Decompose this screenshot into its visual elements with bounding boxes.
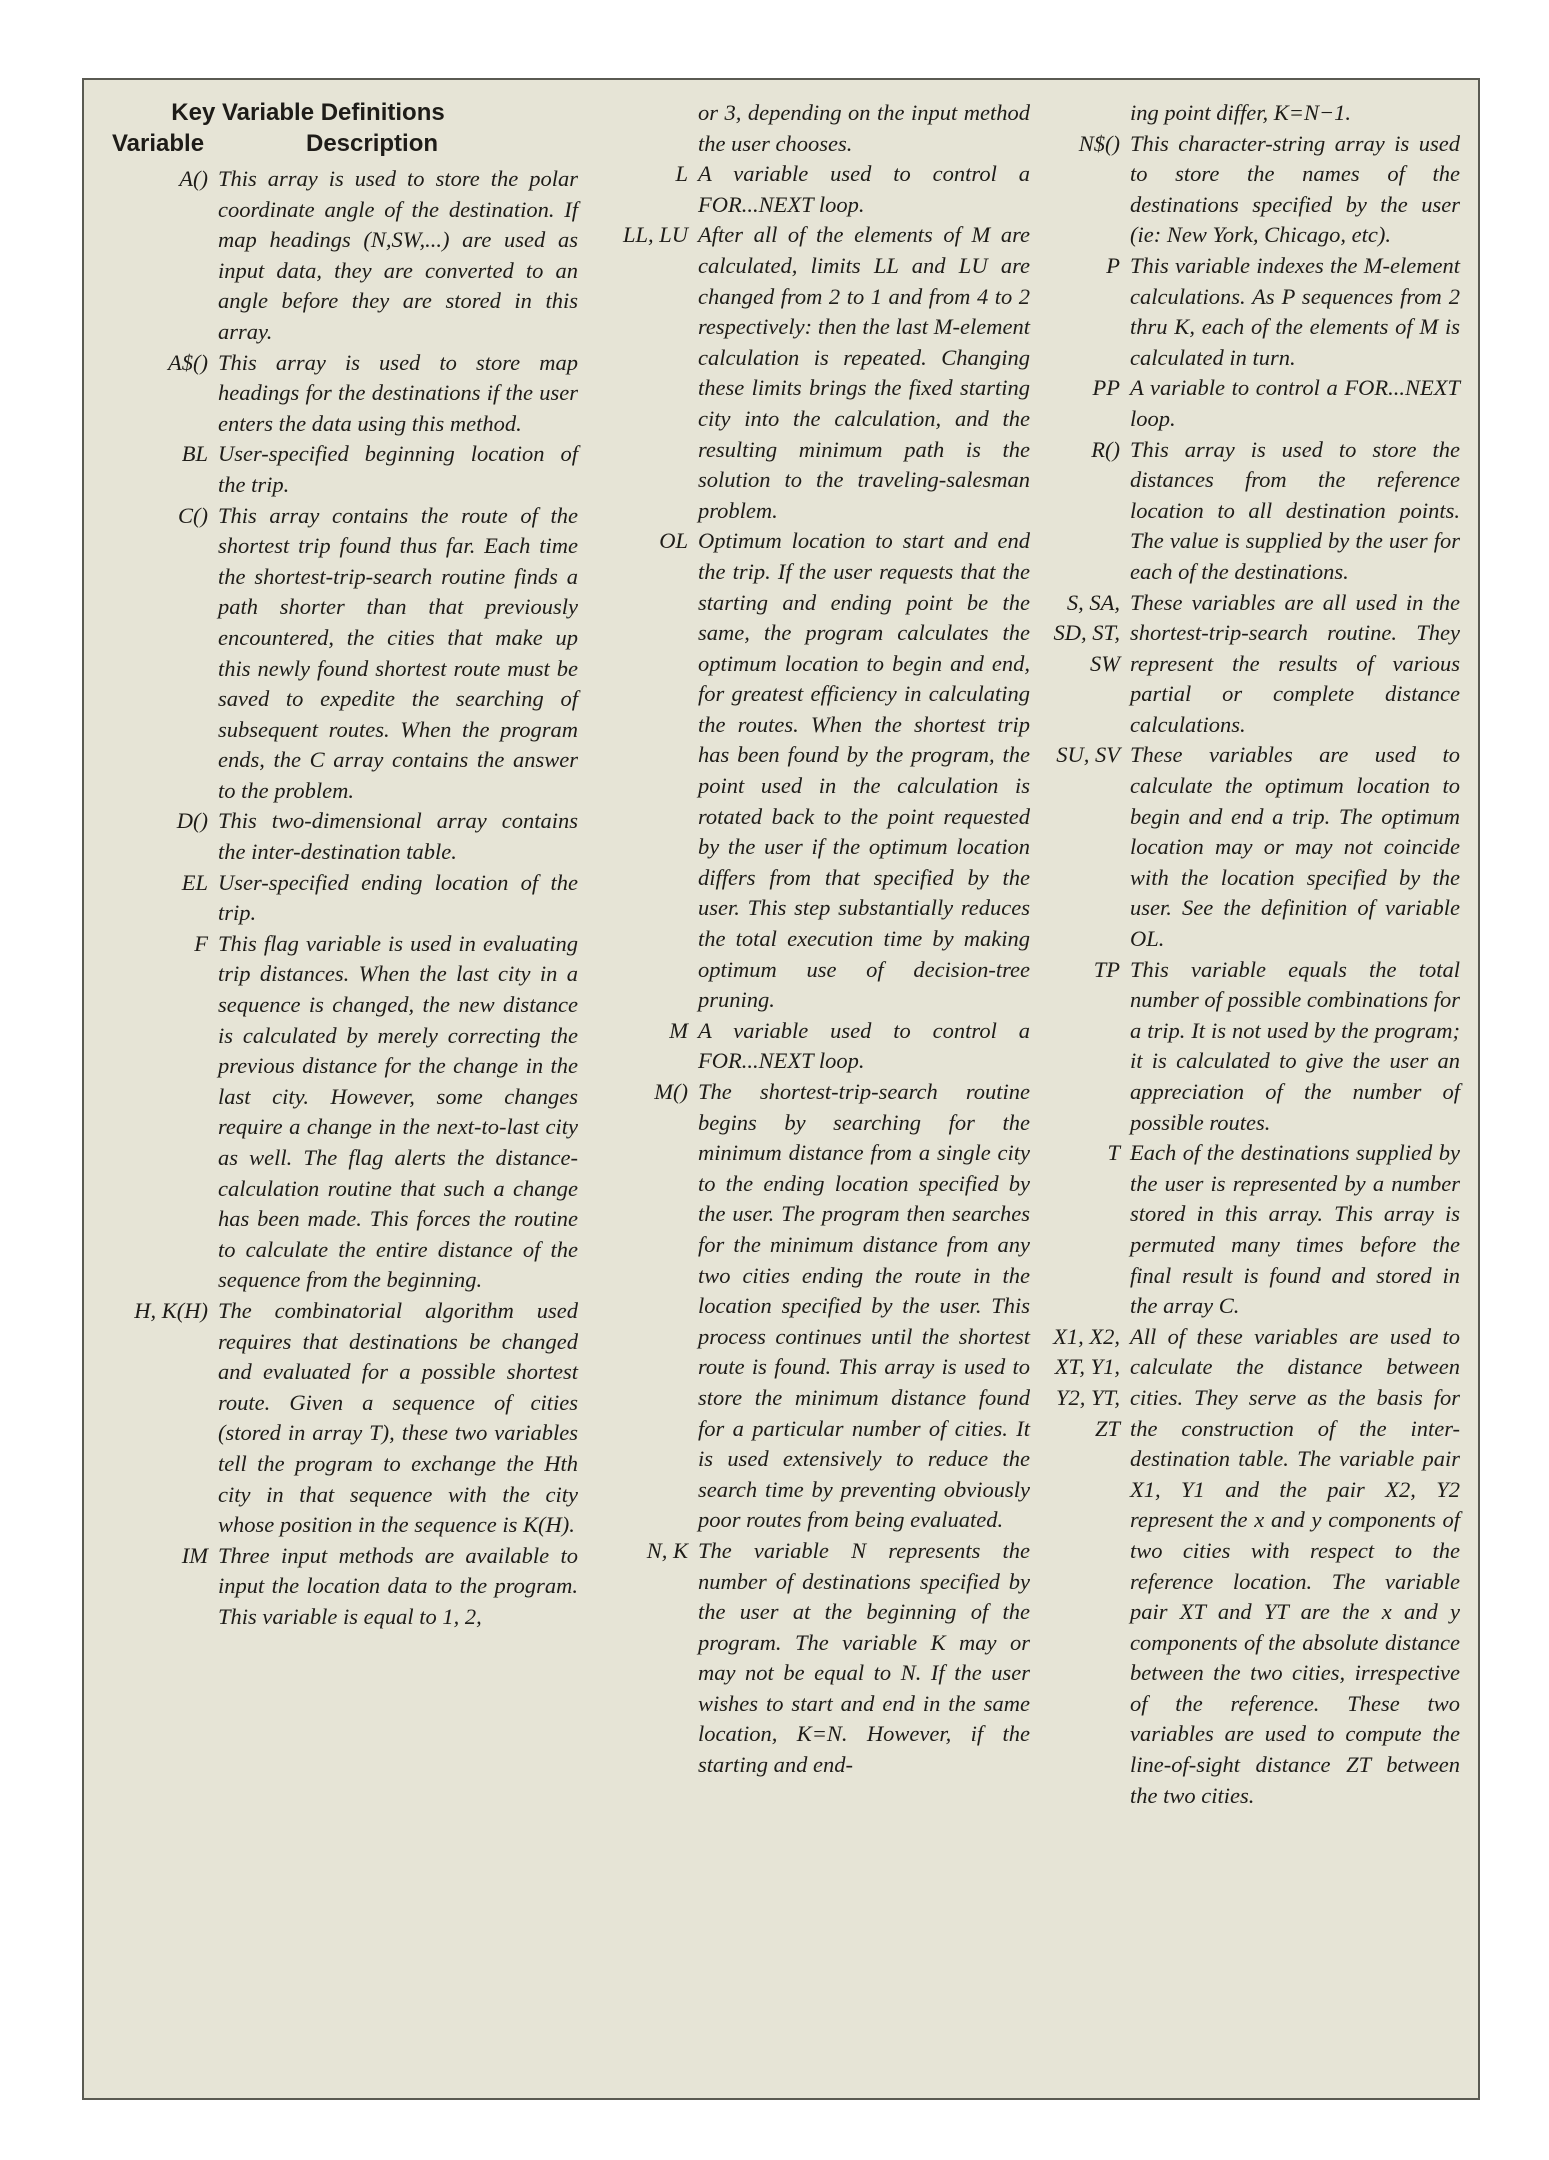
variable-name: H, K(H) (134, 1297, 208, 1323)
definition-entry (1038, 740, 1460, 954)
variable-description: This variable indexes the M-element calculations. As P sequences from 2 thru K, each of the elements of M is calculated in turn. (1130, 252, 1460, 370)
variable-name: L (675, 161, 688, 187)
variable-name: N$() (1078, 130, 1120, 156)
variable-description: A variable used to control a FOR...NEXT loop. (698, 161, 1030, 217)
definition-entry (118, 868, 578, 929)
definition-list-2 (586, 159, 1030, 1780)
definitions-panel (82, 78, 1480, 2100)
variable-name: P (1106, 252, 1120, 278)
variable-name: PP (1092, 375, 1120, 401)
variable-description: These variables are used to calculate the optimum location to begin and end a trip. The optimum location may or may not coincide with the location specified by the user. See the definition of variable OL. (1130, 742, 1460, 952)
definition-entry (1038, 129, 1460, 251)
definition-entry (118, 439, 578, 500)
variable-description: This flag variable is used in evaluating trip distances. When the last city in a sequence is changed, the new distance is calculated by merely correcting the previous distance for the change in the last city. However, some changes require a change in the next-to-last city as well. The flag alerts the distance-calculation routine that such a change has been made. This forces the routine to calculate the entire distance of the sequence from the beginning. (218, 930, 578, 1293)
variable-name: F (194, 930, 208, 956)
definition-entry (586, 1077, 1030, 1536)
page-title: Key Variable Definitions (171, 99, 445, 126)
definition-entry (118, 1541, 578, 1633)
variable-description: User-specified ending location of the trip. (218, 869, 578, 926)
variable-header: Variable (112, 130, 205, 157)
variable-name: IM (181, 1542, 208, 1568)
definition-entry (118, 501, 578, 807)
variable-name: T (1107, 1140, 1120, 1166)
continued-text: ing point differ, K=N−1. (1130, 100, 1352, 125)
variable-name: M (669, 1017, 688, 1043)
variable-description: This variable equals the total number of possible combinations for a trip. It is not used by the program; it is calculated to give the user an appreciation of the number of possible routes. (1130, 956, 1460, 1135)
variable-description: A variable used to control a FOR...NEXT loop. (698, 1017, 1030, 1074)
definition-entry (1038, 251, 1460, 373)
definition-entry (586, 220, 1030, 526)
column-1 (112, 98, 578, 1633)
definition-entry (1038, 588, 1460, 741)
definition-entry (1038, 435, 1460, 588)
definition-entry (118, 348, 578, 440)
variable-description: User-specified beginning location of the trip. (218, 441, 578, 497)
variable-description: This array is used to store map headings for the destinations if the user enters the data using this method. (218, 349, 578, 436)
definition-entry (118, 806, 578, 867)
variable-name: SU, SV (1056, 742, 1120, 768)
column-3 (1038, 98, 1460, 1811)
definition-entry (1038, 955, 1460, 1139)
definition-list-3 (1038, 129, 1460, 1812)
column-headers (112, 130, 578, 164)
variable-name: X1, X2, XT, Y1, Y2, YT, ZT (1053, 1323, 1120, 1441)
description-header: Description (306, 130, 439, 157)
variable-name: N, K (646, 1537, 688, 1563)
variable-description: The shortest-trip-search routine begins by searching for the minimum distance from a single city to the ending location specified by the user. The program then searches for the minimum distance from any two cities ending the route in the location specified by the user. This process continues until the shortest route is found. This array is used to store the minimum distance found for a particular number of cities. It is used extensively to reduce the search time by preventing obviously poor routes from being evaluated. (698, 1079, 1030, 1533)
variable-name: D() (176, 808, 208, 834)
variable-name: M() (654, 1079, 688, 1104)
definition-entry (1038, 1322, 1460, 1812)
definition-entry (586, 526, 1030, 1016)
variable-description: The combinatorial algorithm used requires that destinations be changed and evaluated for a possible shortest route. Given a sequence of cities (stored in array T), these two variables tell the program to exchange the Hth city in that sequence with the city whose position in the sequence is K(H). (218, 1297, 578, 1538)
variable-name: TP (1093, 956, 1120, 982)
definition-entry (586, 1536, 1030, 1781)
variable-description: This array contains the route of the shortest trip found thus far. Each time the shortest-trip-search routine finds a path shorter than that previously encountered, the cities that make up this newly found shortest route must be saved to expedite the searching of subsequent routes. When the program ends, the C array contains the answer to the problem. (218, 502, 578, 803)
variable-description: These variables are all used in the shortest-trip-search routine. They represent the results of various partial or complete distance calculations. (1130, 589, 1460, 737)
variable-name: BL (181, 441, 208, 467)
variable-description: This character-string array is used to store the names of the destinations specified by the user (ie: New York, Chicago, etc). (1130, 130, 1460, 248)
variable-description: A variable to control a FOR...NEXT loop. (1130, 375, 1460, 431)
definition-list-1 (118, 164, 578, 1633)
definition-entry (586, 159, 1030, 220)
variable-name: LL, LU (622, 222, 688, 248)
variable-name: OL (659, 528, 688, 554)
definition-entry (118, 929, 578, 1296)
definition-entry (118, 164, 578, 348)
variable-name: EL (181, 869, 208, 895)
variable-name: C() (178, 502, 208, 528)
column-2 (586, 98, 1030, 1781)
definition-entry (1038, 373, 1460, 434)
variable-description: Optimum location to start and end the trip. If the user requests that the starting and ending point be the same, the program calculates the optimum location to begin and end, for greatest efficiency in calculating the routes. When the shortest trip has been found by the program, the point used in the calculation is rotated back to the point requested by the user if the optimum location differs from that specified by the user. This step substantially reduces the total execution time by making optimum use of decision-tree pruning. (698, 528, 1030, 1013)
variable-name: R() (1091, 436, 1120, 462)
variable-description: All of these variables are used to calculate the distance between cities. They serve as the basis for the construction of the inter-destination table. The variable pair X1, Y1 and the pair X2, Y2 represent the x and y components of two cities with respect to the reference location. The variable pair XT and YT are the x and y components of the absolute distance between the two cities, irrespective of the reference. These two variables are used to compute the line-of-sight distance ZT between the two cities. (1130, 1323, 1460, 1808)
variable-description: Each of the destinations supplied by the user is represented by a number stored in this array. This array is permuted many times before the final result is found and stored in the array C. (1130, 1140, 1460, 1319)
variable-description: This array is used to store the distances from the reference location to all destination points. The value is supplied by the user for each of the destinations. (1130, 436, 1460, 584)
variable-description: This array is used to store the polar coordinate angle of the destination. If map headings (N,SW,...) are used as input data, they are converted to an angle before they are stored in this array. (218, 166, 578, 344)
variable-name: S, SA, SD, ST, SW (1053, 589, 1120, 676)
variable-name: A$() (168, 349, 208, 375)
variable-description: Three input methods are available to input the location data to the program. This variable is equal to 1, 2, (218, 1542, 578, 1629)
variable-description: This two-dimensional array contains the inter-destination table. (218, 808, 578, 865)
variable-description: After all of the elements of M are calculated, limits LL and LU are changed from 2 to 1 and from 4 to 2 respectively: then the last M-element calculation is repeated. Changing these limits brings the fixed starting city into the calculation, and the resulting minimum path is the solution to the traveling-salesman problem. (698, 222, 1030, 523)
variable-name: A() (179, 166, 208, 191)
definition-entry (1038, 1138, 1460, 1322)
continued-text: or 3, depending on the input method the user chooses. (698, 100, 1030, 156)
definition-entry (586, 1016, 1030, 1077)
definition-entry (118, 1296, 578, 1541)
variable-description: The variable N represents the number of destinations specified by the user at the beginning of the program. The variable K may or may not be equal to N. If the user wishes to start and end in the same location, K=N. However, if the starting and end- (698, 1537, 1030, 1778)
